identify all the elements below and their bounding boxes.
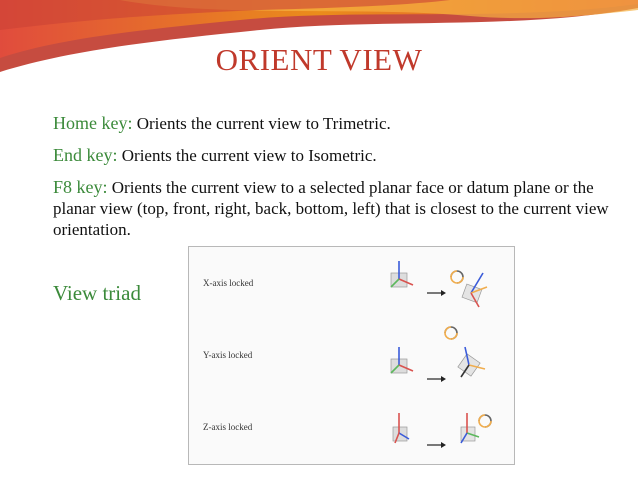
slide-title: ORIENT VIEW (215, 42, 423, 77)
triad-icon-row3-before (393, 413, 409, 443)
rotate-icon-row1 (451, 271, 463, 283)
triad-icon-row2-after (458, 347, 485, 377)
end-key-text: Orients the current view to Isometric. (121, 146, 377, 165)
view-triad-figure (188, 246, 515, 465)
triad-icon-row3-after (461, 413, 479, 443)
arrow-row2 (427, 376, 446, 382)
end-key-label: End key: (53, 145, 118, 165)
z-axis-locked-label: Z-axis locked (203, 422, 253, 432)
y-axis-locked-label: Y-axis locked (203, 350, 253, 360)
home-key-text: Orients the current view to Trimetric. (136, 114, 391, 133)
f8-key-text: Orients the current view to a selected planar face or datum plane or the planar view (top, front, right, back, bottom, left) that is closest to the current view orientation. (53, 178, 609, 239)
rotate-icon-row3 (479, 415, 491, 427)
home-key-line (53, 113, 613, 134)
end-key-line (53, 145, 613, 166)
rotate-icon-row2-top (445, 327, 457, 339)
triad-icon-row1-before (391, 261, 413, 287)
arrow-row3 (427, 442, 446, 448)
triad-icon-row1-after (462, 273, 487, 307)
home-key-label: Home key: (53, 113, 133, 133)
triad-illustrations (189, 247, 514, 464)
arrow-row1 (427, 290, 446, 296)
view-triad-label: View triad (53, 281, 141, 305)
f8-key-line (53, 177, 613, 240)
triad-icon-row2-before (391, 347, 413, 373)
x-axis-locked-label: X-axis locked (203, 278, 254, 288)
f8-key-label: F8 key: (53, 177, 108, 197)
